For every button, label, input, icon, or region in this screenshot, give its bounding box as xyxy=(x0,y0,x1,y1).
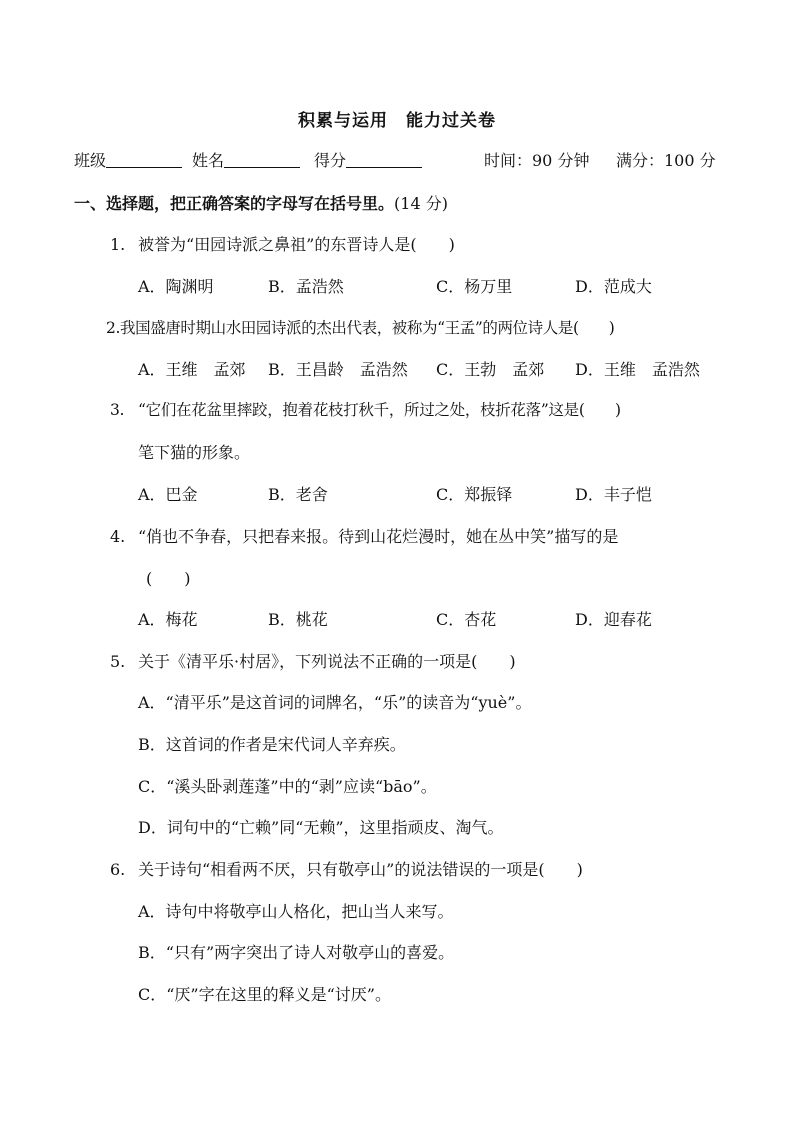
class-label: 班级 xyxy=(74,151,107,170)
score-blank[interactable] xyxy=(346,151,422,168)
name-field xyxy=(192,148,300,171)
name-blank[interactable] xyxy=(224,151,300,168)
question-2 xyxy=(106,316,726,338)
question-1-options xyxy=(138,274,728,296)
question-number: 4. xyxy=(110,527,126,546)
question-number: 3. xyxy=(110,401,125,419)
question-text: 关于诗句“相看两不厌，只有敬亭山”的说法错误的一项是( ) xyxy=(138,860,583,879)
section-heading xyxy=(74,191,448,214)
student-info-row xyxy=(74,148,724,172)
name-label: 姓名 xyxy=(192,151,225,170)
option-a[interactable]: A．巴金 xyxy=(138,485,198,504)
option-a[interactable]: A．“清平乐”是这首词的词牌名，“乐”的读音为“yuè”。 xyxy=(138,693,532,712)
question-4 xyxy=(110,524,730,547)
question-number: 5. xyxy=(110,652,126,671)
option-b[interactable]: B．孟浩然 xyxy=(268,277,344,296)
class-blank[interactable] xyxy=(106,151,182,168)
option-c[interactable]: C．杨万里 xyxy=(436,277,513,296)
score-field xyxy=(314,148,422,171)
question-1 xyxy=(110,232,730,255)
option-b[interactable]: B．王昌龄 孟浩然 xyxy=(268,360,408,379)
question-3-options xyxy=(138,482,728,504)
option-a[interactable]: A．诗句中将敬亭山人格化，把山当人来写。 xyxy=(138,902,454,921)
question-text: 关于《清平乐·村居》，下列说法不正确的一项是( ) xyxy=(138,652,516,671)
question-3 xyxy=(110,398,730,420)
option-c[interactable]: C．王勃 孟郊 xyxy=(436,360,545,379)
option-b[interactable]: B．这首词的作者是宋代词人辛弃疾。 xyxy=(138,735,406,754)
question-text: “它们在花盆里摔跤，抱着花枝打秋千，所过之处，枝折花落”这是( ) xyxy=(138,401,621,419)
question-text: “俏也不争春，只把春来报。待到山花烂漫时，她在丛中笑”描写的是 xyxy=(138,527,619,546)
question-text: 我国盛唐时期山水田园诗派的杰出代表，被称为“王孟”的两位诗人是( ) xyxy=(120,319,615,337)
time-info: 时间：90 分钟 xyxy=(484,151,590,170)
option-d[interactable]: D．词句中的“亡赖”同“无赖”，这里指顽皮、淘气。 xyxy=(138,818,504,837)
option-c[interactable]: C．“溪头卧剥莲蓬”中的“剥”应读“bāo”。 xyxy=(138,777,437,796)
question-number: 6. xyxy=(110,860,126,879)
question-3-continuation: 笔下猫的形象。 xyxy=(138,443,251,462)
question-text: 被誉为“田园诗派之鼻祖”的东晋诗人是( ) xyxy=(138,235,455,254)
option-a[interactable]: A．王维 孟郊 xyxy=(138,360,246,379)
option-a[interactable]: A．梅花 xyxy=(138,610,198,629)
option-d[interactable]: D．丰子恺 xyxy=(575,485,652,504)
option-c[interactable]: C．“厌”字在这里的释义是“讨厌”。 xyxy=(138,985,391,1004)
option-c[interactable]: C．杏花 xyxy=(436,610,497,629)
score-label: 得分 xyxy=(314,151,347,170)
option-d[interactable]: D．迎春花 xyxy=(575,610,652,629)
page-title: 积累与运用 能力过关卷 xyxy=(298,111,496,131)
option-d[interactable]: D．王维 孟浩然 xyxy=(575,360,700,379)
option-b[interactable]: B．老舍 xyxy=(268,485,328,504)
class-field xyxy=(74,148,182,171)
option-c[interactable]: C．郑振铎 xyxy=(436,485,513,504)
question-number: 2. xyxy=(106,319,120,337)
question-6 xyxy=(110,857,730,880)
option-d[interactable]: D．范成大 xyxy=(575,277,652,296)
option-a[interactable]: A．陶渊明 xyxy=(138,277,214,296)
section-points: (14 分) xyxy=(394,194,448,213)
question-5 xyxy=(110,649,730,672)
question-4-answer-paren[interactable]: ( ) xyxy=(146,569,191,588)
question-4-options xyxy=(138,607,728,629)
option-b[interactable]: B．“只有”两字突出了诗人对敬亭山的喜爱。 xyxy=(138,943,455,962)
question-number: 1. xyxy=(110,235,126,254)
full-score-info: 满分：100 分 xyxy=(616,151,716,170)
question-2-options xyxy=(138,357,728,379)
section-heading-text: 一、选择题，把正确答案的字母写在括号里。 xyxy=(74,194,395,213)
option-b[interactable]: B．桃花 xyxy=(268,610,328,629)
